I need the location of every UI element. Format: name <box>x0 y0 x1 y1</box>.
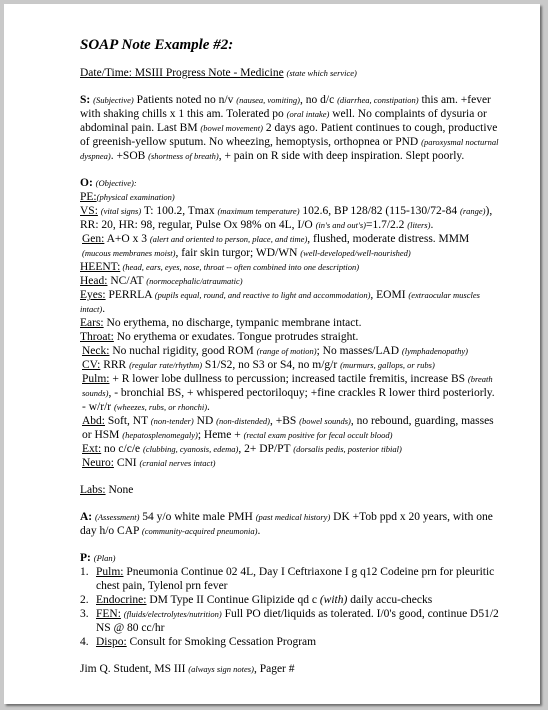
heent-line: HEENT: (head, ears, eyes, nose, throat -- often combined into one description) <box>80 261 360 273</box>
cv-line: CV: RRR (regular rate/rhythm) S1/S2, no S3 or S4, no m/g/r (murmurs, gallops, or rubs) <box>82 359 435 371</box>
plan-item: 3. FEN: (fluids/electrolytes/nutrition) Full PO diet/liquids as tolerated. I/0's good, continue D51/2 NS @ 80 cc/hr <box>80 608 499 634</box>
objective-label: O: <box>80 177 93 189</box>
abd-line: Abd: Soft, NT (non-tender) ND (non-distended), +BS (bowel sounds), no rebound, guarding, masses or HSM (hepatosplenomegaly); Heme + (rectal exam positive for fecal occult blood) <box>82 415 494 441</box>
ears-line: Ears: No erythema, no discharge, tympanic membrane intact. <box>80 317 362 329</box>
eyes-line: Eyes: PERRLA (pupils equal, round, and reactive to light and accommodation), EOMI (extraocular muscles intact). <box>80 289 480 315</box>
date-note: (state which service) <box>286 68 357 78</box>
document-title: SOAP Note Example #2: <box>80 37 234 53</box>
plan-item: 2. Endocrine: DM Type II Continue Glipizide qd c (with) daily accu-checks <box>80 594 433 606</box>
head-line: Head: NC/AT (normocephalic/atraumatic) <box>80 275 243 287</box>
pe-line: PE:(physical examination) <box>80 191 175 203</box>
plan-item: 4. Dispo: Consult for Smoking Cessation Program <box>80 636 317 648</box>
objective-section: O: (Objective): PE:(physical examination) VS: (vital signs) T: 100.2, Tmax (maximum temperature) 102.6, BP 128/82 (115-130/72-84 (range)), RR: 20, HR: 98, regular, Pulse Ox 98% on 4L, I/O (in's and out's)=1.7/2.2 (liters). Gen: A+O x 3 (alert and oriented to person, place, and time), flushed, moderate distress. MMM (mucous membranes moist), fair skin turgor; WD/WN (well-developed/well-nourished) HEENT: (head, ears, eyes, nose, throat -- often combined into one description) Head: NC/AT (normocephalic/atraumatic) Eyes: PERRLA (pupils equal, round, and reactive to light and accommodation), EOMI (extraocular muscles intact). Ears: No erythema, no discharge, tympanic membrane intact. Throat: No erythema or exudates. Tongue protrudes straight. Neck: No nuchal rigidity, good ROM (range of motion); No masses/LAD (lymphadenopathy) CV: RRR (regular rate/rhythm) S1/S2, no S3 or S4, no m/g/r (murmurs, gallops, or rubs) Pulm: + R lower lobe dullness to percussion; increased tactile fremitis, increase BS (breath sounds), - bronchial BS, + whispered pectoriloquy; +fine crackles R lower third posteriorly. - w/r/r (wheezes, rubs, or rhonchi). Abd: Soft, NT (non-tender) ND (non-distended), +BS (bowel sounds), no rebound, guarding, masses or HSM (hepatosplenomegaly); Heme + (rectal exam positive for fecal occult blood) Ext: no c/c/e (clubbing, cyanosis, edema), 2+ DP/PT (dorsalis pedis, posterior tibial) Neuro: CNI (cranial nerves intact) <box>80 176 500 470</box>
assessment-section: A: (Assessment) 54 y/o white male PMH (past medical history) DK +Tob ppd x 20 years, with one day h/o CAP (community-acquired pneumonia). <box>80 511 493 537</box>
throat-line: Throat: No erythema or exudates. Tongue protrudes straight. <box>80 331 359 343</box>
subjective-section: S: (Subjective) Patients noted no n/v (nausea, vomiting), no d/c (diarrhea, constipation) this am. +fever with shaking chills x 1 this am. Tolerated po (oral intake) well. No complaints of dysuria or abdominal pain. Last BM (bowel movement) 2 days ago. Patient continues to cough, productive of greenish-yellow sputum. No wheezing, hemoptysis, orthopnea or PND (paroxysmal nocturnal dyspnea). +SOB (shortness of breath), + pain on R side with deep inspiration. Slept poorly. <box>80 94 499 162</box>
ext-line: Ext: no c/c/e (clubbing, cyanosis, edema), 2+ DP/PT (dorsalis pedis, posterior tibial) <box>82 443 402 455</box>
neuro-line: Neuro: CNI (cranial nerves intact) <box>82 457 216 469</box>
date-line <box>80 66 500 80</box>
pulm-line: Pulm: + R lower lobe dullness to percussion; increased tactile fremitis, increase BS (breath sounds), - bronchial BS, + whispered pectoriloquy; +fine crackles R lower third posteriorly. - w/r/r (wheezes, rubs, or rhonchi). <box>82 373 495 413</box>
soap-note <box>80 36 500 676</box>
plan-section: P: (Plan) 1. Pulm: Pneumonia Continue 02 4L, Day I Ceftriaxone I g q12 Codeine prn for pleuritic chest pain, Tylenol prn fever 2. Endocrine: DM Type II Continue Glipizide qd c (with) daily accu-checks 3. FEN: (fluids/electrolytes/nutrition) Full PO diet/liquids as tolerated. I/0's good, continue D51/2 NS @ 80 cc/hr 4. Dispo: Consult for Smoking Cessation Program <box>80 552 499 648</box>
plan-item: 1. Pulm: Pneumonia Continue 02 4L, Day I Ceftriaxone I g q12 Codeine prn for pleuritic chest pain, Tylenol prn fever <box>80 566 495 592</box>
gen-line: Gen: A+O x 3 (alert and oriented to person, place, and time), flushed, moderate distress. MMM (mucous membranes moist), fair skin turgor; WD/WN (well-developed/well-nourished) <box>82 233 470 259</box>
vs-line: VS: (vital signs) T: 100.2, Tmax (maximum temperature) 102.6, BP 128/82 (115-130/72-84 (range)), RR: 20, HR: 98, regular, Pulse Ox 98% on 4L, I/O (in's and out's)=1.7/2.2 (liters). <box>80 205 493 231</box>
date-label: Date/Time: MSIII Progress Note - Medicine <box>80 67 284 79</box>
subjective-label: S: <box>80 94 91 106</box>
labs-section: Labs: None <box>80 484 134 496</box>
document-page <box>4 4 540 704</box>
plan-list <box>80 565 500 649</box>
signature: Jim Q. Student, MS III (always sign notes), Pager # <box>80 663 295 675</box>
neck-line: Neck: No nuchal rigidity, good ROM (range of motion); No masses/LAD (lymphadenopathy) <box>82 345 468 357</box>
